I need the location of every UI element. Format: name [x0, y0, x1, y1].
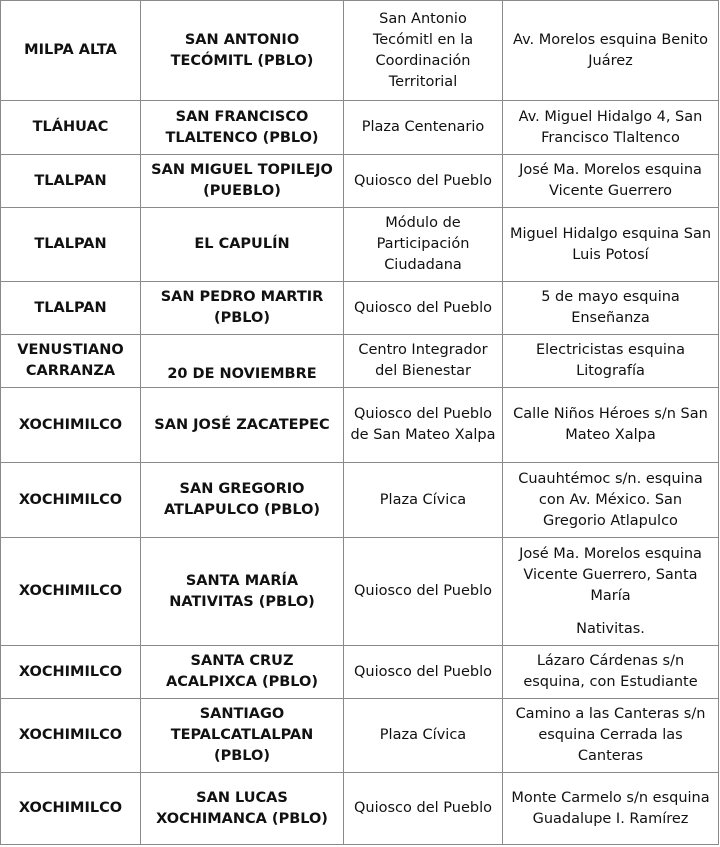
address-cell: Cuauhtémoc s/n. esquina con Av. México. San Gregorio Atlapulco	[503, 463, 719, 538]
municipality-cell: XOCHIMILCO	[1, 463, 141, 538]
table-row	[1, 208, 719, 282]
table-row	[1, 388, 719, 463]
place-cell: SAN GREGORIO ATLAPULCO (PBLO)	[141, 463, 344, 538]
municipality-cell: TLÁHUAC	[1, 101, 141, 155]
place-cell: SAN MIGUEL TOPILEJO (PUEBLO)	[141, 155, 344, 208]
municipality-cell: MILPA ALTA	[1, 1, 141, 101]
table-row	[1, 155, 719, 208]
venue-cell: Plaza Cívica	[344, 699, 503, 773]
venue-cell: Quiosco del Pueblo	[344, 773, 503, 845]
address-cell: Calle Niños Héroes s/n San Mateo Xalpa	[503, 388, 719, 463]
address-cell: Lázaro Cárdenas s/n esquina, con Estudiante	[503, 646, 719, 699]
table-row	[1, 1, 719, 101]
place-cell: SANTIAGO TEPALCATLALPAN (PBLO)	[141, 699, 344, 773]
place-cell: SAN PEDRO MARTIR (PBLO)	[141, 282, 344, 335]
municipality-cell: TLALPAN	[1, 208, 141, 282]
table-row	[1, 773, 719, 845]
table-row	[1, 699, 719, 773]
venue-cell: Quiosco del Pueblo	[344, 646, 503, 699]
municipality-cell: TLALPAN	[1, 282, 141, 335]
place-cell: SAN JOSÉ ZACATEPEC	[141, 388, 344, 463]
municipality-cell: XOCHIMILCO	[1, 538, 141, 646]
address-cell: Av. Miguel Hidalgo 4, San Francisco Tlaltenco	[503, 101, 719, 155]
venue-cell: Plaza Centenario	[344, 101, 503, 155]
municipality-cell: XOCHIMILCO	[1, 646, 141, 699]
municipality-cell: TLALPAN	[1, 155, 141, 208]
venue-cell: Quiosco del Pueblo de San Mateo Xalpa	[344, 388, 503, 463]
place-cell: SAN FRANCISCO TLALTENCO (PBLO)	[141, 101, 344, 155]
address-cell: Monte Carmelo s/n esquina Guadalupe I. Ramírez	[503, 773, 719, 845]
address-continuation: Nativitas.	[576, 620, 645, 637]
address-cell: José Ma. Morelos esquina Vicente Guerrero	[503, 155, 719, 208]
address-text: José Ma. Morelos esquina Vicente Guerrero, Santa María	[519, 545, 702, 604]
address-cell: 5 de mayo esquina Enseñanza	[503, 282, 719, 335]
venue-cell: Centro Integrador del Bienestar	[344, 335, 503, 388]
venue-cell: Quiosco del Pueblo	[344, 282, 503, 335]
venue-cell: Plaza Cívica	[344, 463, 503, 538]
table-row	[1, 646, 719, 699]
table-row	[1, 463, 719, 538]
venue-cell: Quiosco del Pueblo	[344, 155, 503, 208]
address-cell: Miguel Hidalgo esquina San Luis Potosí	[503, 208, 719, 282]
municipality-cell: XOCHIMILCO	[1, 773, 141, 845]
place-cell: EL CAPULÍN	[141, 208, 344, 282]
venue-cell: Quiosco del Pueblo	[344, 538, 503, 646]
place-cell: 20 DE NOVIEMBRE	[141, 335, 344, 388]
address-cell: Electricistas esquina Litografía	[503, 335, 719, 388]
table-row	[1, 538, 719, 646]
municipality-cell: XOCHIMILCO	[1, 699, 141, 773]
municipality-cell: VENUSTIANO CARRANZA	[1, 335, 141, 388]
address-cell: Av. Morelos esquina Benito Juárez	[503, 1, 719, 101]
address-cell: Camino a las Canteras s/n esquina Cerrada las Canteras	[503, 699, 719, 773]
place-cell: SANTA MARÍA NATIVITAS (PBLO)	[141, 538, 344, 646]
table-row	[1, 335, 719, 388]
venue-cell: Módulo de Participación Ciudadana	[344, 208, 503, 282]
table-row	[1, 282, 719, 335]
place-cell: SAN ANTONIO TECÓMITL (PBLO)	[141, 1, 344, 101]
address-cell	[503, 538, 719, 646]
table-row	[1, 101, 719, 155]
venue-cell: San Antonio Tecómitl en la Coordinación Territorial	[344, 1, 503, 101]
place-cell: SANTA CRUZ ACALPIXCA (PBLO)	[141, 646, 344, 699]
place-cell: SAN LUCAS XOCHIMANCA (PBLO)	[141, 773, 344, 845]
municipality-cell: XOCHIMILCO	[1, 388, 141, 463]
